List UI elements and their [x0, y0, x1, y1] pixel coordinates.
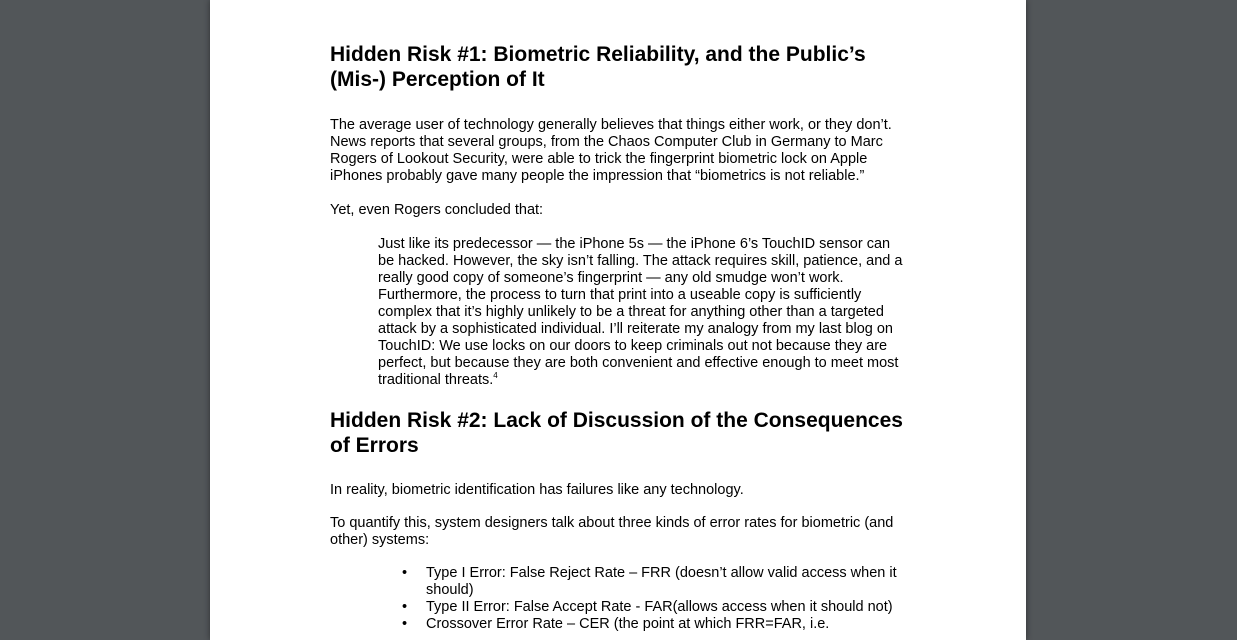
paragraph-average-user: The average user of technology generally believes that things either work, or they don’t. News reports that several groups, from the Chaos Computer Club in Germany to Marc Rogers of Lookout Security, were able to trick the fingerprint biometric lock on Apple iPhones probably gave many people the impression that “biometrics is not reliable.” — [330, 117, 892, 184]
page-content — [330, 42, 910, 633]
heading-hidden-risk-1: Hidden Risk #1: Biometric Reliability, and the Public’s (Mis-) Perception of It — [330, 43, 866, 91]
paragraph-rogers-concluded: Yet, even Rogers concluded that: — [330, 202, 544, 218]
paragraph-error-rates: To quantify this, system designers talk about three kinds of error rates for biometric (and other) systems: — [330, 515, 894, 548]
block-quote — [378, 236, 910, 389]
error-type-list — [402, 565, 910, 633]
block-quote-text: Just like its predecessor — the iPhone 5s — the iPhone 6’s TouchID sensor can be hacked. However, the sky isn’t falling. The attack requires skill, patience, and a really good copy of someone’s fingerprint — any old smudge won’t work. Furthermore, the process to turn that print into a useable copy is sufficiently complex that it’s highly unlikely to be a threat for anything other than a targeted attack by a sophisticated individual. I’ll reiterate my analogy from my last blog on TouchID: We use locks on our doors to keep criminals out not because they are perfect, but because they are both convenient and effective enough to meet most traditional threats. — [378, 236, 903, 388]
footnote-marker: 4 — [493, 371, 498, 381]
list-item-text: Type I Error: False Reject Rate – FRR (doesn’t allow valid access when it should) — [426, 565, 897, 598]
list-item — [402, 599, 910, 616]
list-item-text: Type II Error: False Accept Rate - FAR(allows access when it should not) — [426, 599, 893, 615]
list-item-text: Crossover Error Rate – CER (the point at which FRR=FAR, i.e. — [426, 616, 830, 632]
document-page — [210, 0, 1026, 640]
bullet-glyph: • — [402, 616, 408, 632]
list-item — [402, 565, 910, 599]
heading-hidden-risk-2: Hidden Risk #2: Lack of Discussion of the Consequences of Errors — [330, 409, 903, 457]
bullet-glyph: • — [402, 565, 408, 581]
paragraph-biometric-failures: In reality, biometric identification has failures like any technology. — [330, 482, 744, 498]
bullet-glyph: • — [402, 599, 408, 615]
list-item — [402, 616, 910, 633]
